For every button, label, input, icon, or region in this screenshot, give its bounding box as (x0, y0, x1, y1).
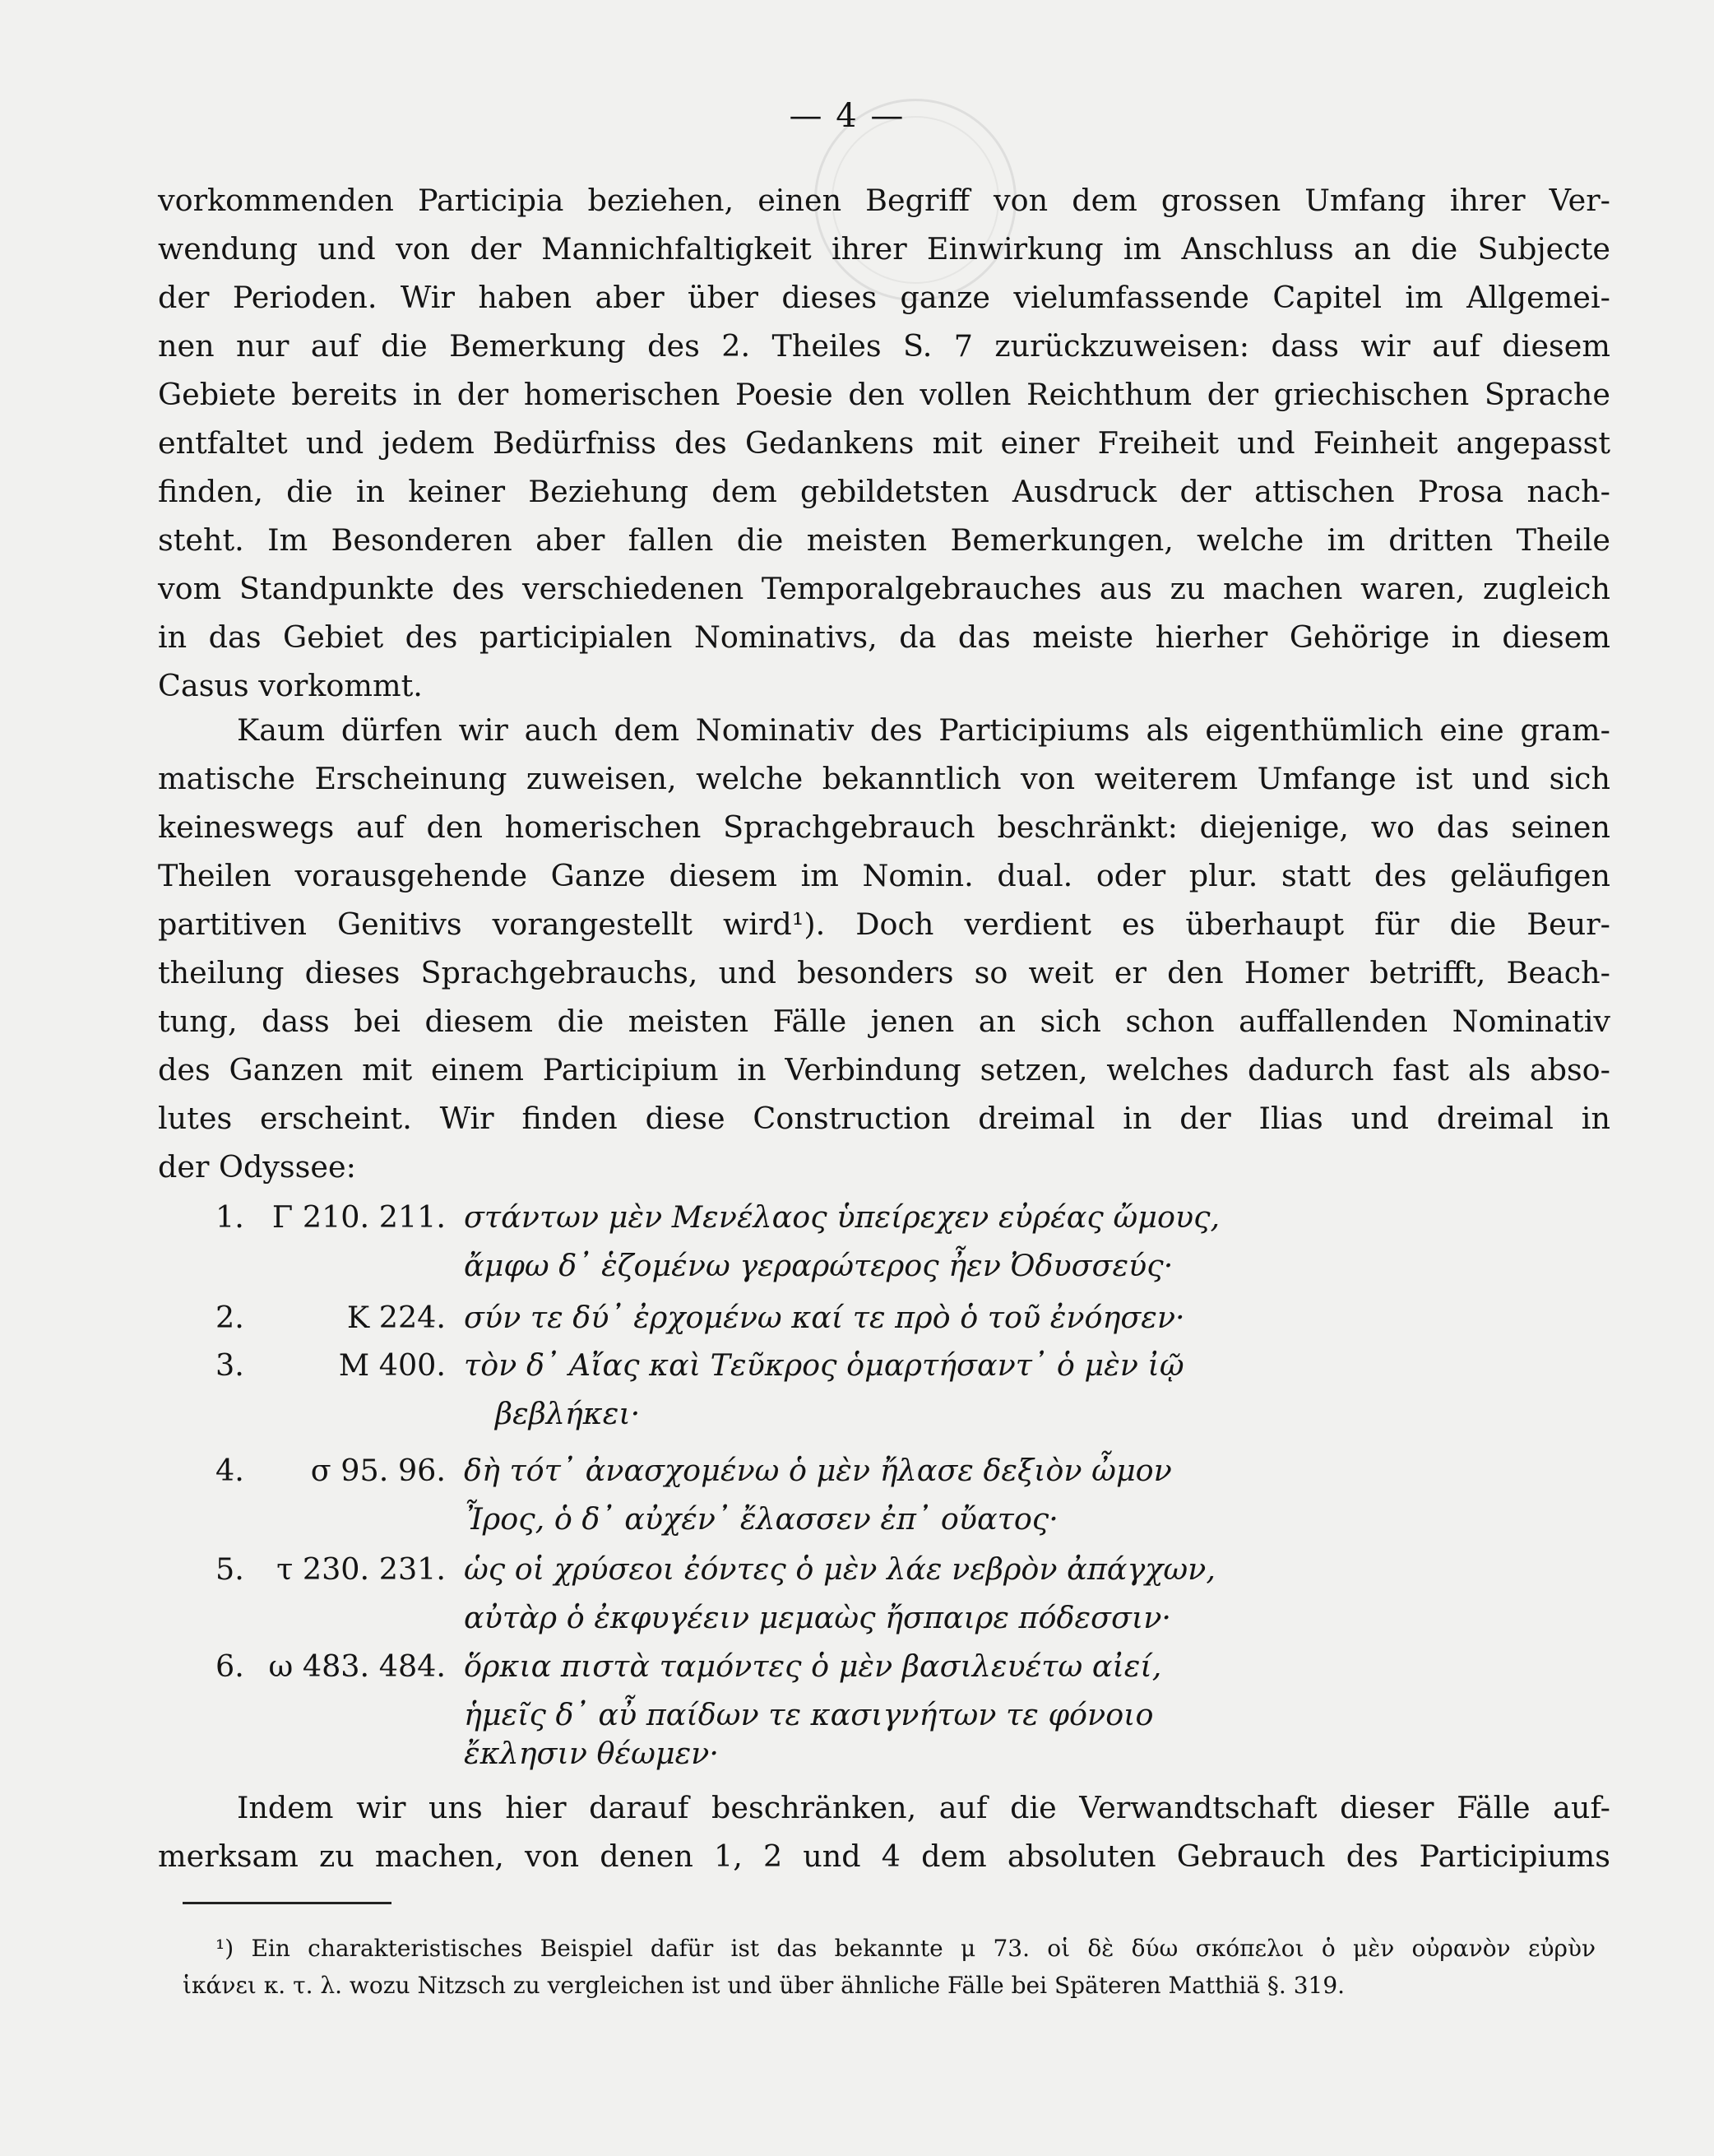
example-row-5-cont (0, 1593, 1714, 1642)
footnote-divider (183, 1902, 391, 1904)
text-line: keineswegs auf den homerischen Sprachgebrauch beschränkt: diejenige, wo das seinen (158, 809, 1610, 845)
greek-verse: τὸν δ᾽ Αἴας καὶ Τεῦκρος ὁμαρτήσαντ᾽ ὁ μὲν ἰῷ (464, 1347, 1184, 1383)
greek-verse: δὴ τότ᾽ ἀνασχομένω ὁ μὲν ἤλασε δεξιὸν ὦμον (464, 1453, 1172, 1488)
text-line: Casus vorkommt. (158, 668, 423, 703)
example-number: 4. (215, 1453, 244, 1488)
example-row-6 (0, 1642, 1714, 1690)
text-line: partitiven Genitivs vorangestellt wird¹). Doch verdient es überhaupt für die Beur- (158, 906, 1610, 942)
text-line: vom Standpunkte des verschiedenen Temporalgebrauches aus zu machen waren, zugleich (158, 571, 1610, 606)
text-line: Theilen vorausgehende Ganze diesem im Nomin. dual. oder plur. statt des geläufigen (158, 858, 1610, 893)
footnote-line: ἱκάνει κ. τ. λ. wozu Nitzsch zu vergleichen ist und über ähnliche Fälle bei Späteren Matthiä §. 319. (183, 1972, 1346, 1999)
example-number: 6. (215, 1648, 244, 1684)
text-line: merksam zu machen, von denen 1, 2 und 4 dem absoluten Gebrauch des Participiums (158, 1838, 1610, 1874)
greek-verse: σύν τε δύ᾽ ἐρχομένω καί τε πρὸ ὁ τοῦ ἐνόησεν· (464, 1300, 1185, 1335)
example-row-1-cont (0, 1241, 1714, 1290)
text-line: vorkommenden Participia beziehen, einen Begriff von dem grossen Umfang ihrer Ver- (158, 183, 1610, 218)
text-line: finden, die in keiner Beziehung dem gebildetsten Ausdruck der attischen Prosa nach- (158, 474, 1610, 509)
example-number: 3. (215, 1347, 244, 1383)
example-row-1 (0, 1193, 1714, 1241)
text-line: Indem wir uns hier darauf beschränken, auf die Verwandtschaft dieser Fälle auf- (237, 1790, 1610, 1825)
paragraph-2 (158, 706, 1610, 1191)
greek-verse: αὐτὰρ ὁ ἐκφυγέειν μεμαὼς ἤσπαιρε πόδεσσιν· (464, 1600, 1171, 1635)
greek-verse: ἄμφω δ᾽ ἑζομένω γεραρώτερος ἦεν Ὀδυσσεύς· (464, 1248, 1174, 1283)
greek-examples-list (0, 1193, 1714, 1778)
greek-verse: βεβλήκει· (495, 1396, 641, 1431)
text-line: steht. Im Besonderen aber fallen die meisten Bemerkungen, welche im dritten Theile (158, 522, 1610, 558)
greek-verse: ὡς οἱ χρύσεοι ἐόντες ὁ μὲν λάε νεβρὸν ἀπάγχων, (464, 1551, 1216, 1587)
greek-verse: ὅρκια πιστὰ ταμόντες ὁ μὲν βασιλευέτω αἰεί, (464, 1648, 1162, 1684)
example-reference: Κ 224. (346, 1300, 446, 1335)
text-line: der Odyssee: (158, 1149, 356, 1185)
example-reference: ω 483. 484. (268, 1648, 446, 1684)
text-line: des Ganzen mit einem Participium in Verbindung setzen, welches dadurch fast als abso- (158, 1052, 1610, 1087)
text-line: nen nur auf die Bemerkung des 2. Theiles S. 7 zurückzuweisen: dass wir auf diesem (158, 328, 1610, 364)
text-line: entfaltet und jedem Bedürfniss des Gedankens mit einer Freiheit und Feinheit angepasst (158, 425, 1610, 461)
example-reference: Γ 210. 211. (271, 1199, 446, 1235)
example-number: 2. (215, 1300, 244, 1335)
greek-verse: Ἶρος, ὁ δ᾽ αὐχέν᾽ ἔλασσεν ἐπ᾽ οὔατος· (464, 1501, 1059, 1537)
text-line: lutes erscheint. Wir finden diese Construction dreimal in der Ilias und dreimal in (158, 1101, 1610, 1136)
paragraph-1 (158, 176, 1610, 710)
example-reference: σ 95. 96. (310, 1453, 446, 1488)
example-reference: τ 230. 231. (276, 1551, 446, 1587)
example-row-3-cont (0, 1389, 1714, 1438)
footnote-line: ¹) Ein charakteristisches Beispiel dafür ist das bekannte μ 73. οἱ δὲ δύω σκόπελοι ὁ μὲν οὐρανὸν εὐρὺν (215, 1935, 1596, 1962)
footnote (183, 1930, 1596, 2004)
example-row-2 (0, 1293, 1714, 1342)
example-row-3 (0, 1341, 1714, 1389)
greek-verse: ἡμεῖς δ᾽ αὖ παίδων τε κασιγνήτων τε φόνοιο (464, 1697, 1154, 1732)
text-line: wendung und von der Mannichfaltigkeit ihrer Einwirkung im Anschluss an die Subjecte (158, 231, 1610, 267)
example-row-5 (0, 1545, 1714, 1593)
text-line: in das Gebiet des participialen Nominativs, da das meiste hierher Gehörige in diesem (158, 619, 1610, 655)
example-row-4-cont (0, 1495, 1714, 1543)
example-number: 1. (215, 1199, 244, 1235)
text-line: matische Erscheinung zuweisen, welche bekanntlich von weiterem Umfange ist und sich (158, 761, 1610, 796)
greek-verse: στάντων μὲν Μενέλαος ὑπείρεχεν εὐρέας ὤμους, (464, 1199, 1221, 1235)
example-row-4 (0, 1446, 1714, 1495)
page-number: — 4 — (789, 97, 906, 135)
paragraph-3 (158, 1783, 1610, 1880)
text-line: Gebiete bereits in der homerischen Poesie den vollen Reichthum der griechischen Sprache (158, 377, 1610, 412)
example-number: 5. (215, 1551, 244, 1587)
text-line: der Perioden. Wir haben aber über dieses ganze vielumfassende Capitel im Allgemei- (158, 280, 1610, 315)
text-line: tung, dass bei diesem die meisten Fälle jenen an sich schon auffallenden Nominativ (158, 1004, 1610, 1039)
example-row-6-cont2 (0, 1729, 1714, 1778)
text-line: theilung dieses Sprachgebrauchs, und besonders so weit er den Homer betrifft, Beach- (158, 955, 1610, 990)
greek-verse: ἔκλησιν θέωμεν· (464, 1736, 719, 1771)
text-line: Kaum dürfen wir auch dem Nominativ des Participiums als eigenthümlich eine gram- (237, 712, 1610, 748)
example-reference: Μ 400. (338, 1347, 446, 1383)
